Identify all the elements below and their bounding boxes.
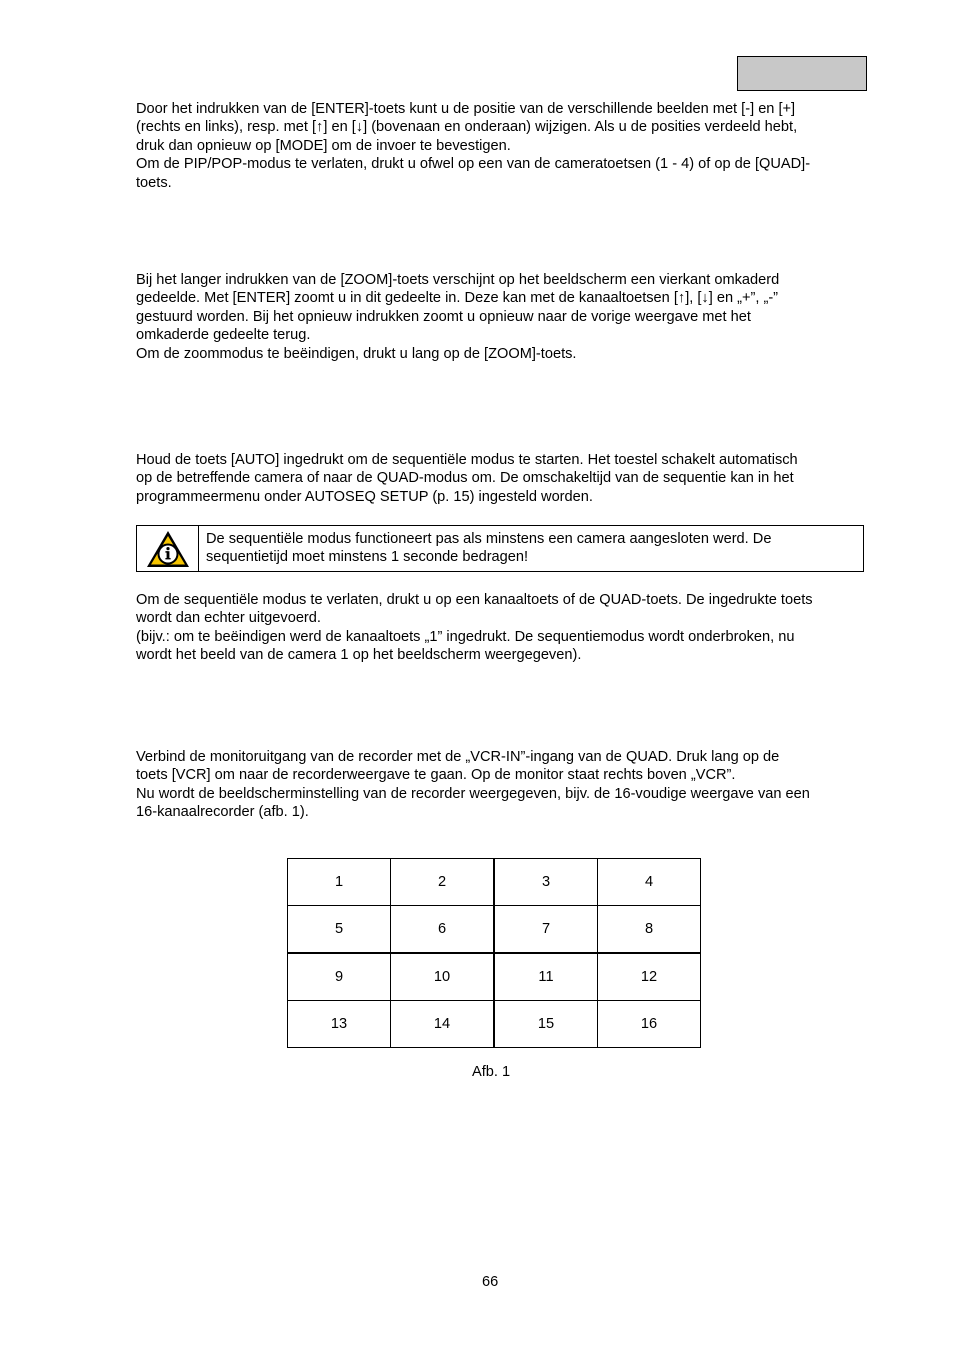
grid-cell: 7 [494, 906, 598, 954]
text-line: (bijv.: om te beëindigen werd de kanaaltoets „1” ingedrukt. De sequentiemodus wordt onderbroken, nu [136, 628, 795, 645]
grid-cell: 14 [391, 1001, 495, 1048]
text-line: Verbind de monitoruitgang van de recorder met de „VCR-IN”-ingang van de QUAD. Druk lang op de [136, 749, 780, 765]
grid-cell: 4 [598, 859, 701, 906]
text-line: Nu wordt de beeldscherminstelling van de recorder weergegeven, bijv. de 16-voudige weergave van een [136, 785, 810, 802]
grid-cell: 9 [288, 953, 391, 1001]
page-number: 66 [482, 1274, 499, 1290]
grid-row [288, 859, 701, 906]
text-line: programmeermenu onder AUTOSEQ SETUP (p. 15) ingesteld worden. [136, 488, 593, 505]
note-line: sequentietijd moet minstens 1 seconde bedragen! [206, 549, 529, 566]
text-line: op de betreffende camera of naar de QUAD-modus om. De omschakeltijd van de sequentie kan in het [136, 470, 794, 487]
text-line: Om de zoommodus te beëindigen, drukt u lang op de [ZOOM]-toets. [136, 345, 577, 362]
note-icon-cell [137, 526, 199, 571]
grid-cell: 1 [288, 859, 391, 906]
grid-cell: 2 [391, 859, 495, 906]
grid-cell: 10 [391, 953, 495, 1001]
figure-caption: Afb. 1 [472, 1064, 511, 1080]
grid-cell: 15 [494, 1001, 598, 1048]
note-text [199, 526, 771, 571]
text-line: Om de sequentiële modus te verlaten, drukt u op een kanaaltoets of de QUAD-toets. De ingedrukte toets [136, 592, 813, 608]
grid-cell: 3 [494, 859, 598, 906]
info-note-box [136, 525, 864, 572]
paragraph-zoom [136, 271, 886, 363]
grid-cell: 11 [494, 953, 598, 1001]
text-line: wordt dan echter uitgevoerd. [136, 610, 321, 627]
grid-row [288, 906, 701, 954]
grid-row [288, 1001, 701, 1048]
grid-cell: 6 [391, 906, 495, 954]
text-line: wordt het beeld van de camera 1 op het beeldscherm weergegeven). [136, 647, 582, 664]
paragraph-auto-sequence [136, 451, 886, 506]
text-line: Om de PIP/POP-modus te verlaten, drukt u ofwel op een van de cameratoetsen (1 - 4) of op de [QUAD]- [136, 156, 811, 173]
text-line: gestuurd worden. Bij het opnieuw indrukken zoomt u opnieuw naar de vorige weergave met het [136, 308, 751, 325]
paragraph-exit-sequence [136, 591, 886, 665]
paragraph-pip-pop [136, 100, 886, 192]
text-line: toets [VCR] om naar de recorderweergave te gaan. Op de monitor staat rechts boven „VCR”. [136, 767, 736, 784]
text-line: Houd de toets [AUTO] ingedrukt om de sequentiële modus te starten. Het toestel schakelt automatisch [136, 452, 798, 468]
grid-cell: 5 [288, 906, 391, 954]
text-line: Bij het langer indrukken van de [ZOOM]-toets verschijnt op het beeldscherm een vierkant omkaderd [136, 272, 780, 288]
info-warning-icon [146, 530, 190, 568]
grid-cell: 16 [598, 1001, 701, 1048]
header-gray-tab [737, 56, 867, 91]
text-line: 16-kanaalrecorder (afb. 1). [136, 804, 309, 821]
note-line: De sequentiële modus functioneert pas als minstens een camera aangesloten werd. De [206, 531, 772, 547]
text-line: omkaderde gedeelte terug. [136, 327, 311, 344]
paragraph-vcr [136, 748, 886, 822]
text-line: Door het indrukken van de [ENTER]-toets kunt u de positie van de verschillende beelden met [-] en [+] [136, 101, 796, 117]
grid-cell: 8 [598, 906, 701, 954]
text-line: gedeelde. Met [ENTER] zoomt u in dit gedeelte in. Deze kan met de kanaaltoetsen [↑], [↓] en „+”, „-” [136, 290, 779, 307]
grid-cell: 13 [288, 1001, 391, 1048]
grid-cell: 12 [598, 953, 701, 1001]
channel-grid [287, 858, 701, 1048]
text-line: toets. [136, 174, 172, 191]
text-line: (rechts en links), resp. met [↑] en [↓] (bovenaan en onderaan) wijzigen. Als u de posities verdeeld hebt, [136, 119, 798, 136]
text-line: druk dan opnieuw op [MODE] om de invoer te bevestigen. [136, 137, 511, 154]
grid-row [288, 953, 701, 1001]
